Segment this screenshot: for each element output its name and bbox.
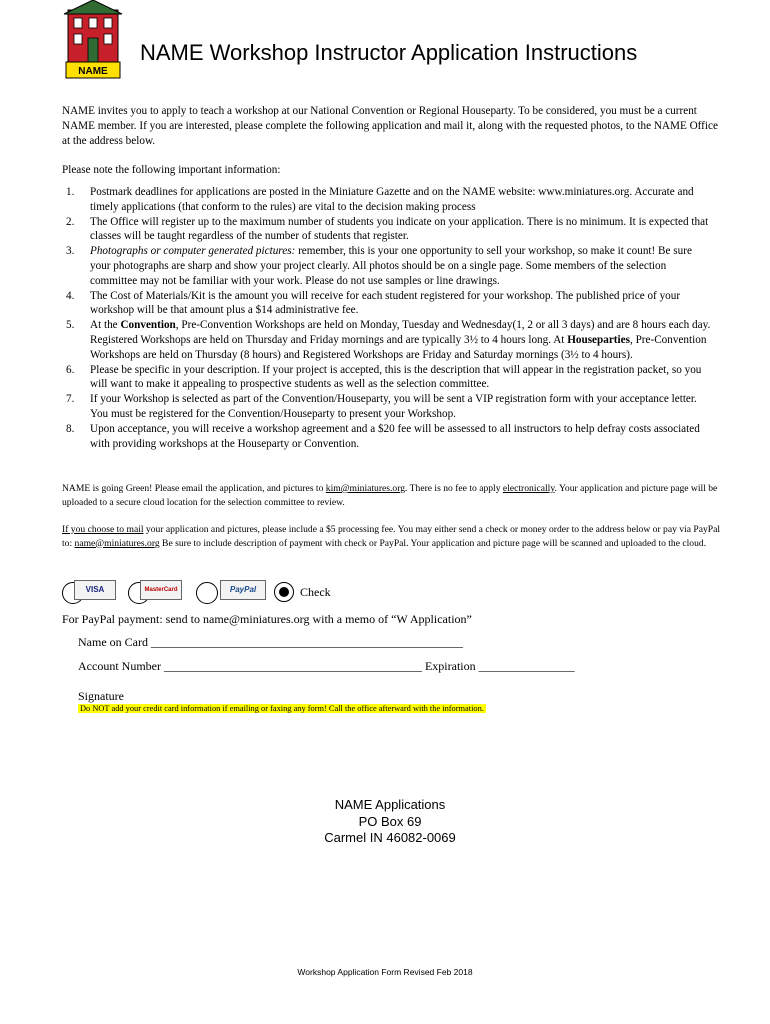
instructions-list — [62, 185, 712, 451]
item-text: If your Workshop is selected as part of the Convention/Houseparty, you will be sent a VIP registration form with your acceptance letter. You must be registered for the Convention/Houseparty to present your Workshop. — [90, 393, 697, 420]
credit-card-warning: Do NOT add your credit card information if emailing or faxing any form! Call the office afterward with the information. — [80, 704, 484, 713]
item-text: Please be specific in your description. If your project is accepted, this is the description that will appear in the registration packet, so you will want to make it appealing to prospective students as well as the selection committee. — [90, 363, 702, 391]
item-text-mid: , Pre-Convention Workshops are held on Monday, Tuesday and Wednesday(1, 2 or all 3 days) and are 8 hours each day. Registered Workshops are held on Thursday and Friday mornings and are typically 3½ to 4 hours long. At — [90, 319, 711, 346]
item-number: 4. — [66, 289, 75, 302]
list-item — [62, 185, 712, 215]
address-line: PO Box 69 — [358, 813, 422, 829]
convention-label: Convention — [120, 319, 176, 332]
mail-lead: If you choose to mail — [62, 524, 144, 535]
paypal-icon: PayPal — [220, 580, 266, 600]
payment-method-row — [60, 576, 460, 610]
paypal-radio[interactable] — [196, 582, 218, 604]
item-number: 7. — [66, 393, 75, 406]
item-number: 8. — [66, 422, 75, 435]
item-number: 2. — [66, 215, 75, 228]
intro-paragraph: NAME invites you to apply to teach a workshop at our National Convention or Regional Houseparty. To be considered, you must be a current NAME member. If you are interested, please complete the following application and mail it, along with the requested photos, to the NAME Office at the address below. — [62, 105, 718, 147]
visa-card-icon: VISA — [74, 580, 116, 600]
email-link[interactable]: kim@miniatures.org — [325, 483, 406, 494]
houseparties-label: Houseparties — [567, 333, 630, 346]
page-title: NAME Workshop Instructor Application Instructions — [140, 40, 638, 65]
list-item — [62, 363, 712, 393]
mastercard-icon: MasterCard — [140, 580, 182, 600]
note-heading: Please note the following important information: — [62, 164, 281, 176]
signature-field[interactable]: Signature — [78, 689, 124, 703]
name-logo-house — [62, 0, 124, 80]
paypal-instructions: For PayPal payment: send to name@miniatures.org with a memo of “W Application” — [62, 612, 472, 626]
list-item — [62, 289, 712, 319]
item-text: Postmark deadlines for applications are posted in the Miniature Gazette and on the NAME website: www.miniatures.org. Accurate and timely applications (that conform to the rules) are vital to the decision making process — [90, 186, 694, 213]
electronically-link[interactable]: electronically — [502, 483, 555, 494]
check-label: Check — [300, 585, 331, 599]
list-item — [62, 392, 712, 422]
list-item — [62, 318, 712, 362]
item-number: 5. — [66, 319, 75, 332]
check-radio[interactable] — [274, 582, 294, 602]
list-item — [62, 422, 712, 452]
item-number: 3. — [66, 245, 75, 258]
item-text-pre: At the — [90, 319, 121, 332]
footer-revision: Workshop Application Form Revised Feb 2018 — [297, 967, 473, 977]
mail-paragraph: If you choose to mail your application and pictures, please include a $5 processing fee. You may either send a check or money order to the address below or pay via PayPal to: name@miniatures.org Be sure to include description of payment with check or PayPal. Your application and picture page will be scanned and uploaded to the cloud. — [62, 524, 721, 549]
item-lead: Photographs or computer generated pictures: — [90, 245, 296, 258]
item-text: remember, this is your one opportunity to sell your workshop, so make it count! Be sure your photographs are sharp and show your project clearly. All photos should be on a single page. Some members of the selection committee may not be familiar with your work. Please do not use samples or line drawings. — [90, 245, 692, 287]
list-item — [62, 215, 712, 245]
item-number: 6. — [66, 363, 75, 376]
mailing-address — [300, 797, 480, 847]
address-line: NAME Applications — [334, 797, 446, 812]
item-number: 1. — [66, 186, 75, 198]
go-green-paragraph: NAME is going Green! Please email the application, and pictures to kim@miniatures.org. There is no fee to apply electronically. Your application and picture page will be uploaded to a secure cloud location for the selection committee to review. — [62, 483, 718, 508]
item-text: The Office will register up to the maximum number of students you indicate on your application. There is no minimum. It is expected that classes will be taught regardless of the number of students that register. — [90, 215, 709, 243]
list-item — [62, 244, 712, 288]
name-on-card-field[interactable]: Name on Card ____________________________________________________ — [78, 635, 463, 649]
item-text-post: , Pre-Convention Workshops are held on Thursday (8 hours) and Registered Workshops are Friday and Saturday mornings (3½ to 4 hours). — [90, 333, 707, 361]
paypal-email-link[interactable]: name@miniatures.org — [74, 537, 160, 549]
account-number-field[interactable]: Account Number ___________________________________________ Expiration ________________ — [78, 659, 575, 673]
item-text: Upon acceptance, you will receive a workshop agreement and a $20 fee will be assessed to all instructors to help defray costs associated with providing workshops at the Houseparty or Convention. — [90, 422, 700, 450]
logo-text: NAME — [78, 66, 108, 77]
address-line: Carmel IN 46082-0069 — [324, 830, 456, 845]
item-text: The Cost of Materials/Kit is the amount you will receive for each student registered for your workshop. The published price of your workshop will be that amount plus a $14 administrative fee. — [90, 289, 681, 317]
